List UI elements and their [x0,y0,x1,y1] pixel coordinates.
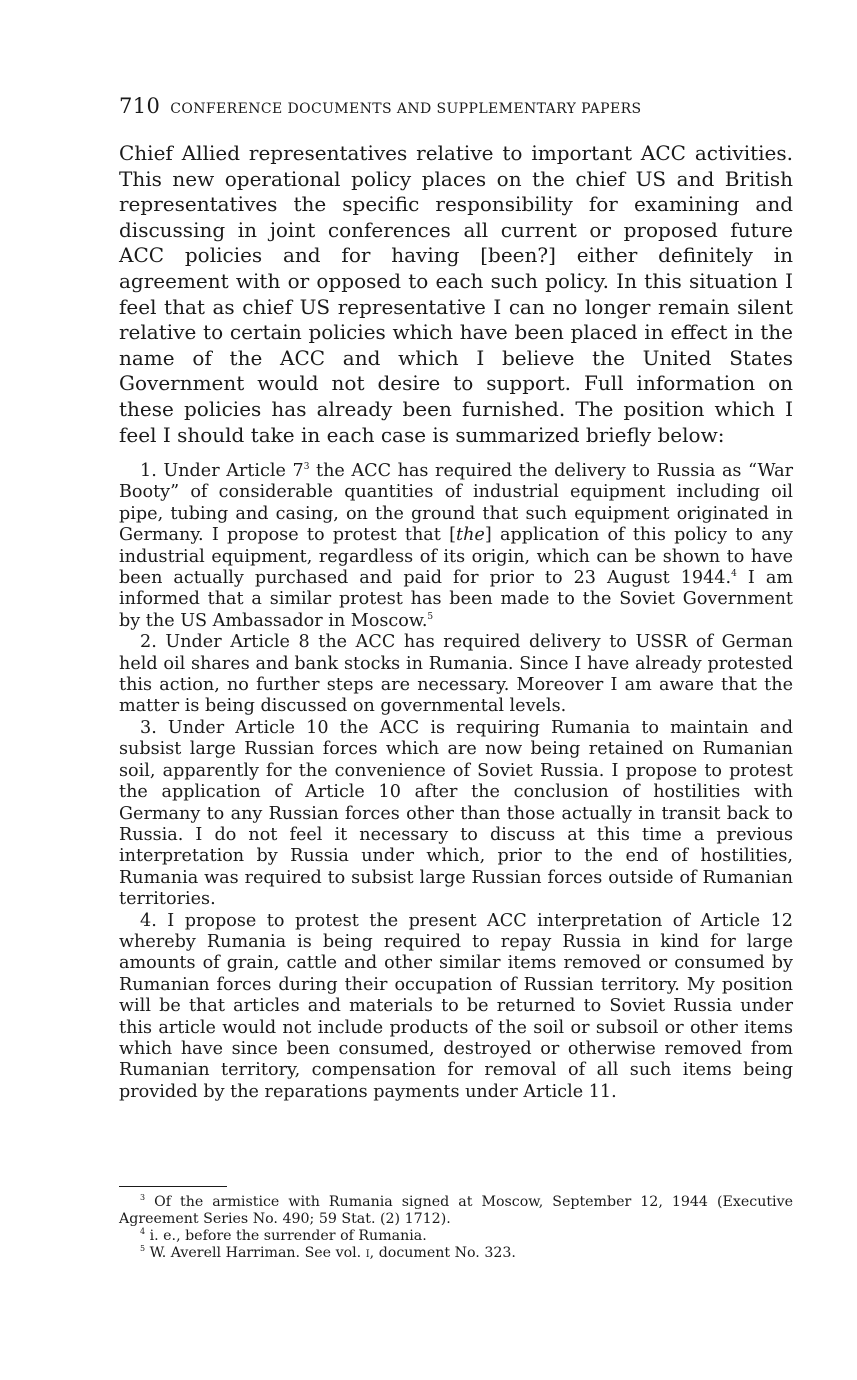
footnote-mark-5: 5 [140,1244,146,1253]
item-1-text-c: ] application of this policy to any industrial equipment, regardless of its origin, which can be shown to have been actually purchased and paid for prior to 23 August 1944. [119,525,793,589]
footnote-5-volume: i [365,1245,370,1261]
footnote-5-text: W. Averell Harriman. See vol. [145,1245,366,1261]
item-1-text-b: the ACC has required the delivery to Russia as “War Booty” of considerable quantities of industrial equipment including oil pipe, tubing and casing, on the ground that such equipment originated in Germany. I propose to protest that [ [119,461,793,546]
footnote-3-text: Of the armistice with Rumania signed at Moscow, September 12, 1944 (Executive Agreement Series No. 490; 59 Stat. (2) 1712). [119,1194,793,1227]
footnote-ref-4: 4 [731,569,737,580]
footnote-5-text-end: , document No. 323. [369,1245,516,1261]
footnote-mark-3: 3 [140,1193,146,1202]
page-number: 710 [119,94,161,118]
numbered-items [119,461,793,1103]
footnote-5 [119,1245,793,1262]
item-1 [119,461,793,632]
item-1-text-a: 1. Under Article 7 [140,461,304,481]
item-4: 4. I propose to protest the present ACC interpretation of Article 12 whereby Rumania is being required to repay Russia in kind for large amounts of grain, cattle and other similar items removed or consumed by Rumanian forces during their occupation of Russian territory. My position will be that articles and materials to be returned to Soviet Russia under this article would not include products of the soil or subsoil or other items which have since been consumed, destroyed or otherwise removed from Rumanian territory, compensation for removal of all such items being provided by the reparations payments under Article 11. [119,910,793,1102]
running-header [119,94,793,118]
footnotes [119,1194,793,1262]
footnote-ref-5: 5 [427,611,434,622]
item-3: 3. Under Article 10 the ACC is requiring Rumania to maintain and subsist large Russian forces which are now being retained on Rumanian soil, apparently for the convenience of Soviet Russia. I propose to protest the application of Article 10 after the conclusion of hostilities with Germany to any Russian forces other than those actually in transit back to Russia. I do not feel it necessary to discuss at this time a previous interpretation by Russia under which, prior to the end of hostilities, Rumania was required to subsist large Russian forces outside of Rumanian territories. [119,717,793,910]
item-2: 2. Under Article 8 the ACC has required delivery to USSR of German held oil shares and bank stocks in Rumania. Since I have already protested this action, no further steps are necessary. Moreover I am aware that the matter is being discussed on governmental levels. [119,632,793,717]
footnote-divider [119,1186,227,1187]
footnote-mark-4: 4 [140,1227,146,1236]
item-1-text-d: I am informed that a similar protest has been made to the Soviet Government by the US Ambassador in Moscow. [119,568,794,631]
item-1-emphasis: the [456,525,485,546]
footnote-4-text: i. e., before the surrender of Rumania. [145,1228,427,1244]
intro-paragraph: Chief Allied representatives relative to important ACC activities. This new operational policy places on the chief US and British representatives the specific responsibility for examining and discussing in joint conferences all current or proposed future ACC policies and for having [been?] either definitely in agreement with or opposed to each such policy. In this situation I feel that as chief US representative I can no longer remain silent relative to certain policies which have been placed in effect in the name of the ACC and which I believe the United States Government would not desire to support. Full information on these policies has already been furnished. The position which I feel I should take in each case is summarized briefly below: [119,141,793,447]
footnote-ref-3: 3 [303,462,310,472]
running-title: CONFERENCE DOCUMENTS AND SUPPLEMENTARY PAPERS [170,101,642,117]
footnote-3 [119,1194,793,1228]
footnote-4 [119,1228,793,1245]
